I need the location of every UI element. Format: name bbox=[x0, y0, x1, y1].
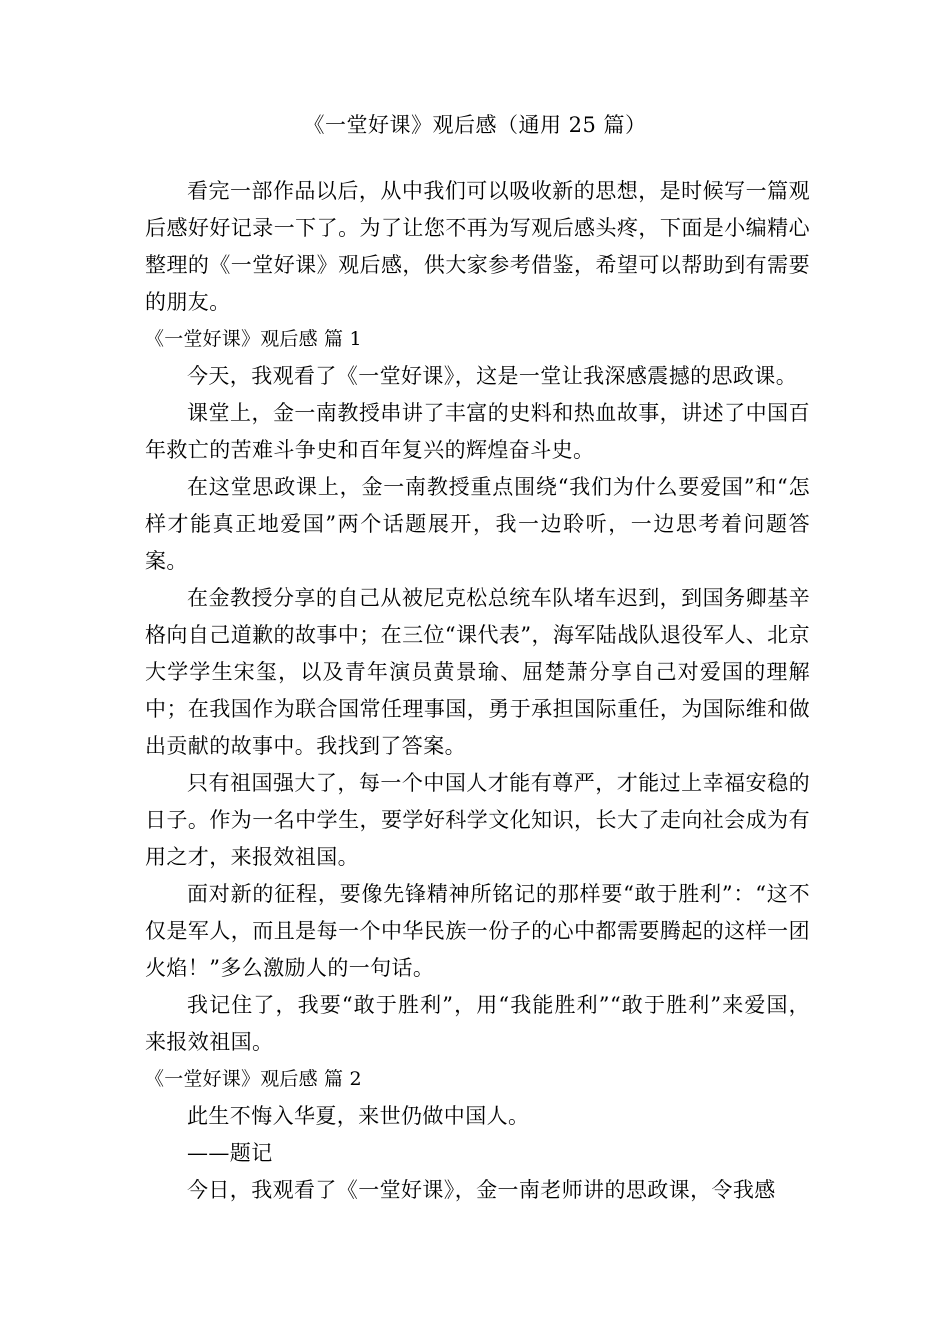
paragraph: 课堂上，金一南教授串讲了丰富的史料和热血故事，讲述了中国百年救亡的苦难斗争史和百年复兴的辉煌奋斗史。 bbox=[145, 401, 810, 462]
paragraph: 面对新的征程，要像先锋精神所铭记的那样要“敢于胜利”：“这不仅是军人，而且是每一个中华民族一份子的心中都需要腾起的这样一团火焰！”多么激励人的一句话。 bbox=[145, 882, 810, 980]
epigraph: 此生不悔入华夏，来世仍做中国人。 bbox=[187, 1104, 530, 1128]
section-heading-2: 《一堂好课》观后感 篇 2 bbox=[145, 1068, 362, 1090]
paragraph: 今日，我观看了《一堂好课》，金一南老师讲的思政课，令我感 bbox=[187, 1178, 776, 1202]
intro-paragraph: 看完一部作品以后，从中我们可以吸收新的思想，是时候写一篇观后感好好记录一下了。为了让您不再为写观后感头疼，下面是小编精心整理的《一堂好课》观后感，供大家参考借鉴，希望可以帮助到有需要的朋友。 bbox=[145, 179, 810, 314]
paragraph: 在金教授分享的自己从被尼克松总统车队堵车迟到，到国务卿基辛格向自己道歉的故事中；在三位“课代表”，海军陆战队退役军人、北京大学学生宋玺，以及青年演员黄景瑜、屈楚萧分享自己对爱国的理解中；在我国作为联合国常任理事国，勇于承担国际重任，为国际维和做出贡献的故事中。我找到了答案。 bbox=[145, 586, 810, 758]
paragraph: 只有祖国强大了，每一个中国人才能有尊严，才能过上幸福安稳的日子。作为一名中学生，要学好科学文化知识，长大了走向社会成为有用之才，来报效祖国。 bbox=[145, 771, 810, 869]
epigraph-attribution: ——题记 bbox=[187, 1141, 273, 1165]
paragraph: 我记住了，我要“敢于胜利”，用“我能胜利”“敢于胜利”来爱国，来报效祖国。 bbox=[145, 993, 810, 1054]
paragraph: 在这堂思政课上，金一南教授重点围绕“我们为什么要爱国”和“怎样才能真正地爱国”两个话题展开，我一边聆听，一边思考着问题答案。 bbox=[145, 475, 810, 573]
document-body bbox=[145, 173, 810, 1209]
paragraph: 今天，我观看了《一堂好课》，这是一堂让我深感震撼的思政课。 bbox=[187, 364, 798, 388]
document-title: 《一堂好课》观后感（通用 25 篇） bbox=[303, 113, 647, 137]
section-heading-1: 《一堂好课》观后感 篇 1 bbox=[145, 328, 362, 350]
